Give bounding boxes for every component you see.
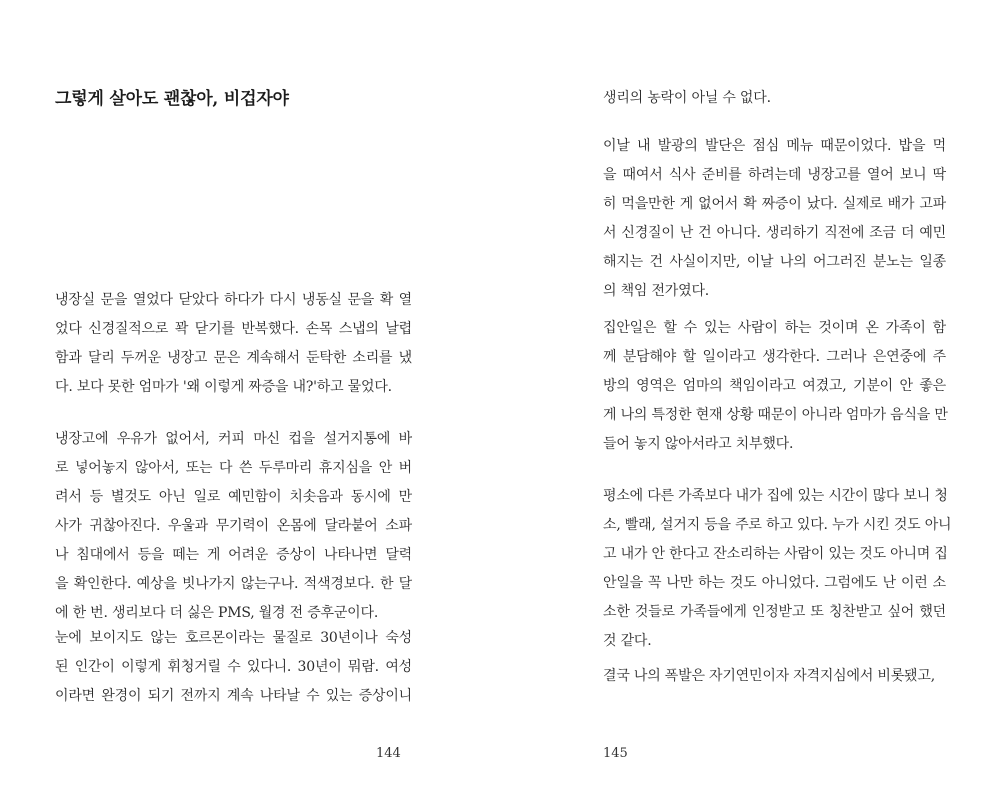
text-line: 고 내가 안 한다고 잔소리하는 사람이 있는 것도 아니며 집	[603, 546, 948, 562]
text-line: 을 때여서 식사 준비를 하려는데 냉장고를 열어 보니 딱	[603, 167, 946, 183]
text-line: 이라면 완경이 되기 전까지 계속 나타날 수 있는 증상이니	[55, 688, 412, 704]
text-line: 려서 등 별것도 아닌 일로 예민함이 치솟음과 동시에 만	[55, 489, 412, 505]
page-number: 144	[376, 746, 401, 761]
text-line: 결국 나의 폭발은 자기연민이자 자격지심에서 비롯됐고,	[603, 668, 935, 684]
text-line: 의 책임 전가였다.	[603, 283, 710, 299]
right-paragraph-1	[603, 84, 946, 113]
text-line: 이날 내 발광의 발단은 점심 메뉴 때문이었다. 밥을 먹	[603, 138, 946, 154]
text-line: 에 한 번. 생리보다 더 싫은 PMS, 월경 전 증후군이다.	[55, 605, 379, 621]
text-line: 집안일은 할 수 있는 사람이 하는 것이며 온 가족이 함	[603, 320, 946, 336]
left-paragraph-1	[55, 286, 412, 402]
left-paragraph-3	[55, 624, 412, 711]
text-line: 냉장실 문을 열었다 닫았다 하다가 다시 냉동실 문을 확 열	[55, 292, 412, 308]
page-number: 145	[603, 746, 628, 761]
text-line: 방의 영역은 엄마의 책임이라고 여겼고, 기분이 안 좋은	[603, 378, 946, 394]
right-paragraph-2	[603, 132, 946, 306]
text-line: 서 신경질이 난 건 아니다. 생리하기 직전에 조금 더 예민	[603, 225, 946, 241]
text-line: 생리의 농락이 아닐 수 없다.	[603, 90, 771, 106]
text-line: 게 나의 특정한 현재 상황 때문이 아니라 엄마가 음식을 만	[603, 407, 948, 423]
text-line: 함과 달리 두꺼운 냉장고 문은 계속해서 둔탁한 소리를 냈	[55, 350, 412, 366]
text-line: 나 침대에서 등을 떼는 게 어려운 증상이 나타나면 달력	[55, 547, 412, 563]
text-line: 다. 보다 못한 엄마가 '왜 이렇게 짜증을 내?'하고 물었다.	[55, 379, 392, 395]
text-line: 소한 것들로 가족들에게 인정받고 또 칭찬받고 싶어 했던	[603, 604, 946, 620]
text-line: 안일을 꼭 나만 하는 것도 아니었다. 그럼에도 난 이런 소	[603, 575, 946, 591]
text-line: 해지는 건 사실이지만, 이날 나의 어그러진 분노는 일종	[603, 254, 946, 270]
text-line: 을 확인한다. 예상을 빗나가지 않는구나. 적색경보다. 한 달	[55, 576, 412, 592]
right-paragraph-5	[603, 662, 946, 691]
text-line: 었다 신경질적으로 꽉 닫기를 반복했다. 손목 스냅의 날렵	[55, 321, 412, 337]
right-paragraph-4	[603, 482, 952, 656]
left-paragraph-2	[55, 425, 412, 628]
text-line: 된 인간이 이렇게 휘청거릴 수 있다니. 30년이 뭐람. 여성	[55, 659, 412, 675]
text-line: 소, 빨래, 설거지 등을 주로 하고 있다. 누가 시킨 것도 아니	[603, 517, 952, 533]
text-line: 사가 귀찮아진다. 우울과 무기력이 온몸에 달라붙어 소파	[55, 518, 412, 534]
text-line: 히 먹을만한 게 없어서 확 짜증이 났다. 실제로 배가 고파	[603, 196, 946, 212]
right-paragraph-3	[603, 314, 946, 459]
chapter-title: 그렇게 살아도 괜찮아, 비겁자야	[55, 89, 289, 109]
text-line: 들어 놓지 않아서라고 치부했다.	[603, 436, 794, 452]
text-line: 께 분담해야 할 일이라고 생각한다. 그러나 은연중에 주	[603, 349, 946, 365]
text-line: 눈에 보이지도 않는 호르몬이라는 물질로 30년이나 숙성	[55, 630, 412, 646]
text-line: 것 같다.	[603, 633, 652, 649]
right-page	[500, 0, 1000, 809]
text-line: 로 넣어놓지 않아서, 또는 다 쓴 두루마리 휴지심을 안 버	[55, 460, 412, 476]
text-line: 냉장고에 우유가 없어서, 커피 마신 컵을 설거지통에 바	[55, 431, 412, 447]
text-line: 평소에 다른 가족보다 내가 집에 있는 시간이 많다 보니 청	[603, 488, 948, 504]
